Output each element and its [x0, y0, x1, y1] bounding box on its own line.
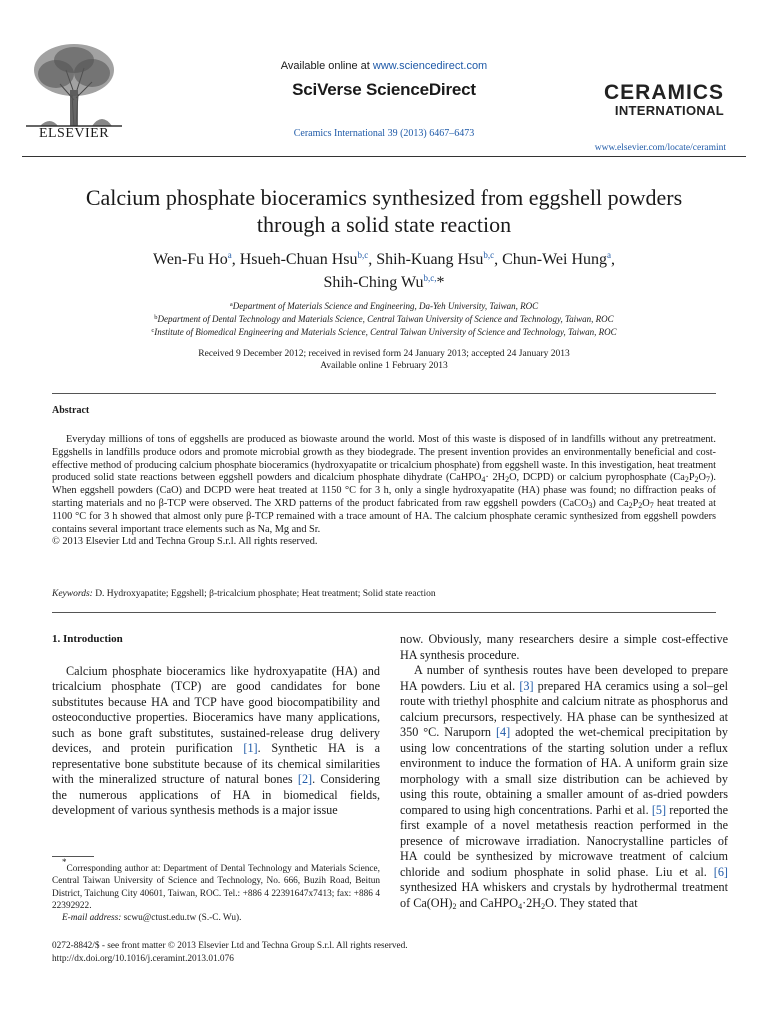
citation-link[interactable]: [5]: [651, 802, 667, 817]
journal-header: [0, 0, 768, 160]
affiliations: [40, 299, 728, 338]
affil-text: Department of Materials Science and Engineering, Da-Yeh University, Taiwan, ROC: [232, 301, 539, 311]
affil-mark: c: [151, 327, 155, 334]
author-name: Chun-Wei Hung: [502, 251, 607, 268]
sciencedirect-link[interactable]: www.sciencedirect.com: [372, 60, 488, 72]
author-name: Hsueh-Chuan Hsu: [239, 251, 358, 268]
doi-link[interactable]: http://dx.doi.org/10.1016/j.ceramint.2013.01.076: [52, 954, 234, 964]
journal-reference[interactable]: Ceramics International 39 (2013) 6467–6473: [293, 128, 475, 139]
citation-link[interactable]: [1]: [243, 741, 258, 755]
author-affil-mark[interactable]: a: [607, 250, 611, 260]
author-sep: ,: [368, 251, 377, 268]
body-column-left: [52, 632, 380, 819]
article-title: [40, 184, 728, 238]
author-affil-mark[interactable]: b,c: [357, 250, 369, 260]
abstract-heading: Abstract: [52, 405, 90, 416]
publisher-name: ELSEVIER: [38, 126, 110, 141]
section-heading: 1. Introduction: [52, 633, 123, 645]
author-sep: ,: [494, 251, 503, 268]
journal-url-link[interactable]: www.elsevier.com/locate/ceramint: [594, 143, 726, 153]
title-line-2: through a solid state reaction: [256, 212, 512, 237]
citation-link[interactable]: [4]: [495, 725, 511, 739]
article-dates: [40, 348, 728, 372]
corresponding-mark[interactable]: *: [436, 274, 445, 291]
author-affil-mark[interactable]: a: [227, 250, 232, 260]
keywords: [52, 589, 436, 599]
citation-link[interactable]: [2]: [297, 772, 313, 786]
available-online-text: Available online at: [280, 60, 370, 72]
keywords-text: D. Hydroxyapatite; Eggshell; β-tricalcium phosphate; Heat treatment; Solid state reaction: [92, 589, 436, 599]
abstract-body: [52, 434, 716, 549]
affiliation: [40, 312, 728, 325]
affiliation: [40, 325, 728, 338]
abstract-copyright: © 2013 Elsevier Ltd and Techna Group S.r.l. All rights reserved.: [52, 536, 318, 548]
corresponding-author-footnote: [52, 857, 380, 924]
author-name: Shih-Ching Wu: [323, 274, 424, 291]
citation-link[interactable]: [6]: [713, 864, 728, 879]
body-top-divider: [52, 612, 716, 613]
body-paragraph: Calcium phosphate bioceramics like hydroxyapatite (HA) and tricalcium phosphate (TCP) are good candidates for bone substitutes because HA and TCP have good biocompatibility and osteoconductive properties. Bioceramics have many applications, such as bone graft substitutes, sustained-release drug delivery devices, and protein purification [1]. Synthetic HA is a representative bone substitute because of its chemical similarities with the mineralized structure of natural bones [2]. Considering the numerous applications of HA in biomedical fields, development of various synthesis methods is a major issue: [52, 663, 380, 817]
journal-brand: [604, 82, 724, 117]
author-sep: ,: [611, 251, 615, 268]
affil-mark: b: [154, 314, 158, 321]
brand-line-2: INTERNATIONAL: [614, 103, 724, 118]
author-list: [40, 248, 728, 294]
affiliation: [40, 299, 728, 312]
email-link[interactable]: scwu@ctust.edu.tw (S.-C. Wu).: [121, 913, 242, 924]
title-line-1: Calcium phosphate bioceramics synthesized from eggshell powders: [85, 185, 683, 210]
received-dates: Received 9 December 2012; received in revised form 24 January 2013; accepted 24 January 2013: [198, 349, 570, 359]
available-date: Available online 1 February 2013: [320, 361, 448, 371]
header-divider: [22, 156, 746, 157]
abstract-top-divider: [52, 393, 716, 394]
body-paragraph: now. Obviously, many researchers desire a simple cost-effective HA synthesis procedure.: [400, 632, 728, 662]
footnote-text: *Corresponding author at: Department of Dental Technology and Materials Science, Central Taiwan University of Science and Technology, No. 666, Buzih Road, Beitun District, Taichung City 40601, Taiwan, ROC. Tel.: +886 4 22391647x7413; fax: +886 4 22392922.: [52, 857, 380, 911]
author-name: Wen-Fu Ho: [153, 251, 228, 268]
affil-text: Department of Dental Technology and Materials Science, Central Taiwan University of Science and Technology, Taiwan, ROC: [157, 314, 614, 324]
author-affil-mark[interactable]: b,c,: [423, 273, 437, 283]
footnote-email: E-mail address: scwu@ctust.edu.tw (S.-C. Wu).: [62, 913, 242, 924]
platform-name: SciVerse ScienceDirect: [292, 80, 476, 99]
affil-mark: a: [229, 301, 233, 308]
keywords-label: Keywords:: [52, 589, 93, 599]
page-footer: [52, 940, 408, 966]
citation-link[interactable]: [3]: [519, 678, 534, 693]
affil-text: Institute of Biomedical Engineering and Materials Science, Central Taiwan University of Science and Technology, Taiwan, ROC: [154, 327, 617, 337]
footnote-divider: [52, 856, 94, 857]
author-sep: ,: [231, 251, 240, 268]
author-affil-mark[interactable]: b,c: [483, 250, 495, 260]
body-paragraph: A number of synthesis routes have been developed to prepare HA powders. Liu et al. [3] prepared HA ceramics using a sol–gel route with triethyl phosphite and calcium nitrate as phosphorus and calcium precursors, respectively. HA phase can be synthesized at 350 °C. Naruporn [4] adopted the wet-chemical precipitation by using low concentrations of the starting solution under a reflux environment to induce the formation of HA. A uniform grain size morphology with a small size distribution can be achieved by using this route, obtaining a smaller amount of as-dried powders compared to using high concentrations. Parhi et al. [5] reported the first example of a novel metathesis reaction performed in the presence of microwave irradiation. Nanocrystalline particles of HA could be synthesized by microwave treatment of calcium chloride and sodium phosphate in solid phase. Liu et al. [6] synthesized HA whiskers and crystals by hydrothermal treatment of Ca(OH)2 and CaHPO4·2H2O. They stated that: [400, 663, 728, 911]
front-matter-notice: 0272-8842/$ - see front matter © 2013 Elsevier Ltd and Techna Group S.r.l. All rights reserved.: [52, 941, 408, 951]
brand-line-1: CERAMICS: [603, 81, 724, 104]
body-column-right: [400, 632, 728, 911]
abstract-paragraph: Everyday millions of tons of eggshells are produced as biowaste around the world. Most of this waste is disposed of in landfills without any pretreatment. Eggshells in landfills produce odors and promote microbial growth as they biodegrade. The present invention provides an environmentally beneficial and cost-effective method of producing calcium phosphate bioceramics (hydroxyapatite or tricalcium phosphate) from eggshell waste. In this investigation, heat treatment produced solid state reactions between eggshell powders and dicalcium phosphate dihydrate (CaHPO4· 2H2O, DCPD) or calcium pyrophosphate (Ca2P2O7). When eggshell powders (CaO) and DCPD were heat treated at 1150 °C for 3 h, only a single hydroxyapatite (HA) phase was found; no diffraction peaks of starting materials and no β-TCP were observed. The XRD patterns of the product fabricated from raw eggshell powders (CaCO3) and Ca2P2O7 heat treated at 1100 °C for 3 h showed that almost only pure β-TCP remained with a trace amount of HA. The calcium phosphate ceramic synthesized from eggshell powders contains several important trace elements such as Na, Mg and Sr.: [52, 434, 716, 535]
author-name: Shih-Kuang Hsu: [376, 251, 484, 268]
available-online-line: [0, 60, 768, 72]
